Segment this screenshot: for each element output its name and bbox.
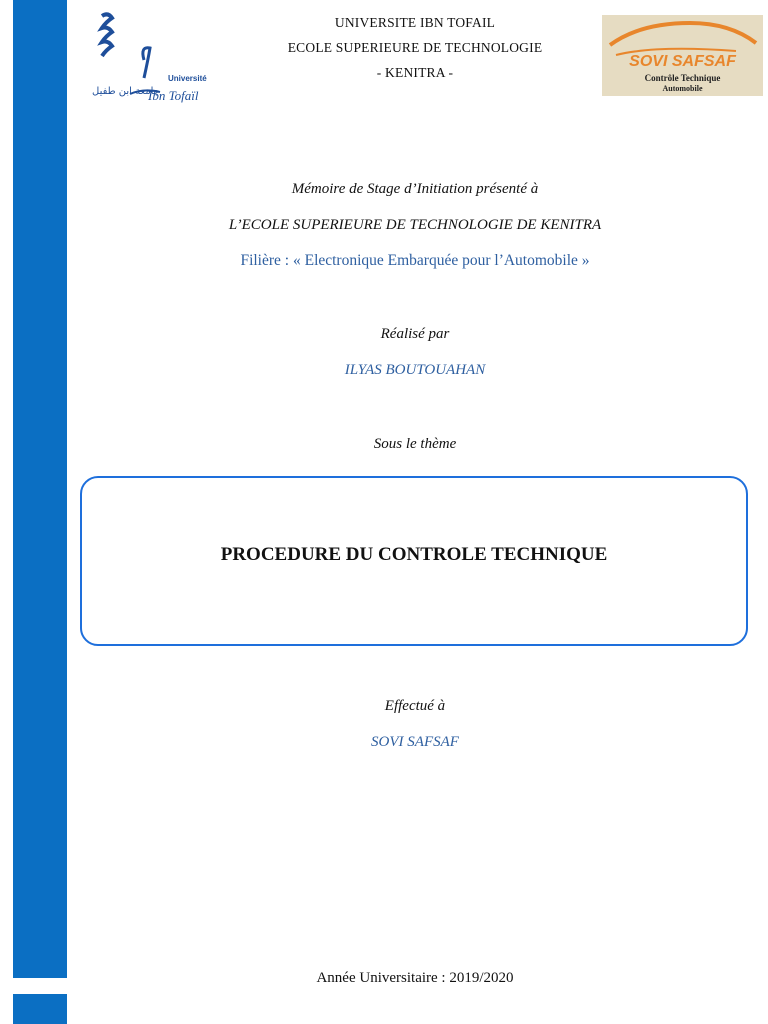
theme-title: PROCEDURE DU CONTROLE TECHNIQUE (220, 544, 608, 565)
theme-label: Sous le thème (373, 436, 457, 452)
header-city: - KENITRA - (376, 65, 454, 80)
header-university: UNIVERSITE IBN TOFAIL (334, 15, 496, 30)
theme-box (80, 476, 748, 646)
company-name: SOVI SAFSAF (371, 734, 459, 750)
sidebar-footer-block (13, 994, 67, 1024)
company-logo-subtitle2: Automobile (662, 84, 703, 93)
academic-year: Année Universitaire : 2019/2020 (316, 970, 514, 986)
memoire-line: Mémoire de Stage d’Initiation présenté à (291, 181, 539, 197)
university-logo-latin: Université (168, 74, 207, 83)
university-logo-name: Ibn Tofaïl (148, 88, 199, 103)
author-name: ILYAS BOUTOUAHAN (344, 362, 486, 378)
realise-label: Réalisé par (380, 326, 450, 342)
effectue-label: Effectué à (384, 698, 446, 714)
filiere-line: Filière : « Electronique Embarquée pour l’Automobile » (240, 252, 590, 269)
sidebar-bar (13, 0, 67, 978)
university-logo-arabic: جامعة ابن طفيل (92, 86, 160, 97)
school-line: L’ECOLE SUPERIEURE DE TECHNOLOGIE DE KENITRA (228, 217, 602, 233)
company-logo-subtitle: Contrôle Technique (644, 73, 721, 83)
company-logo-name: SOVI SAFSAF (629, 53, 736, 70)
header-school: ECOLE SUPERIEURE DE TECHNOLOGIE (287, 40, 543, 55)
